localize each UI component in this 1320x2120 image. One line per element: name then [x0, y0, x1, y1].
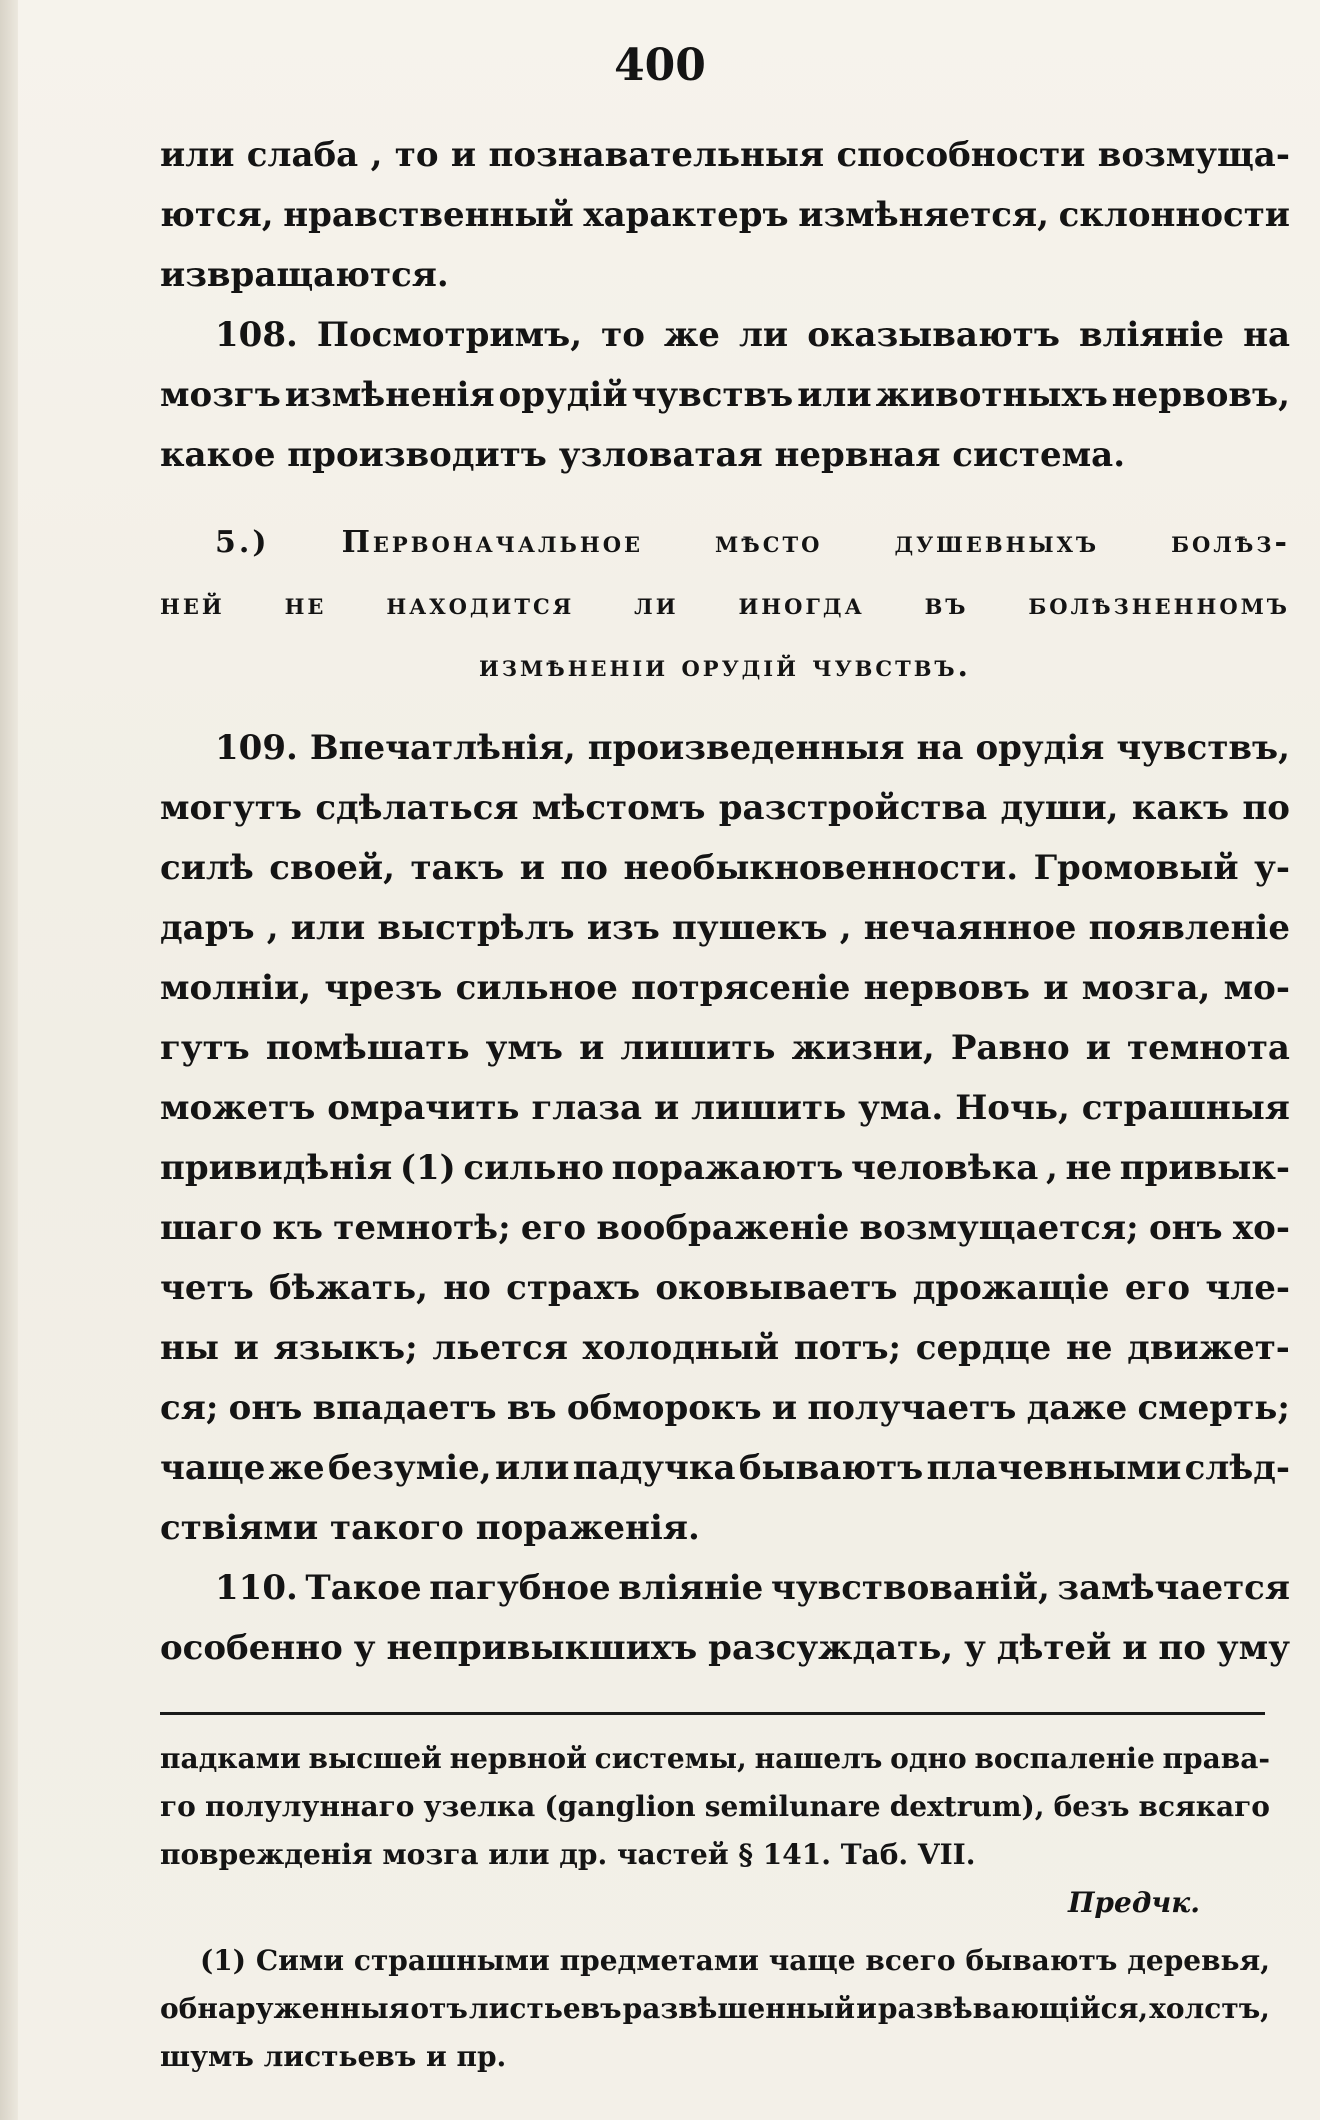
- footnote-line: падками высшей нервной системы, нашелъ одно воспаленіе права-: [160, 1742, 1270, 1775]
- paragraph-109-line: 109. Впечатлѣнія, произведенныя на орудія чувствъ,: [215, 728, 1290, 768]
- text-line: извращаются.: [160, 255, 449, 295]
- paragraph-109-line: ся; онъ впадаетъ въ обморокъ и получаетъ даже смерть;: [160, 1388, 1290, 1428]
- section-heading-line: 5.) Первоначальное мѣсто душевныхъ болѣз-: [215, 525, 1290, 560]
- paragraph-109-line: чаще же безуміе, или падучка бываютъ плачевными слѣд-: [160, 1448, 1290, 1488]
- paragraph-109-line: можетъ омрачить глаза и лишить ума. Ночь, страшныя: [160, 1088, 1290, 1128]
- footnote-signature: Предчк.: [1067, 1886, 1200, 1919]
- page-number: 400: [614, 40, 706, 91]
- footnote-line: го полулуннаго узелка (ganglion semilunare dextrum), безъ всякаго: [160, 1790, 1270, 1823]
- paragraph-109-line: ны и языкъ; льется холодный потъ; сердце не движет-: [160, 1328, 1290, 1368]
- paragraph-109-line: ствіями такого пораженія.: [160, 1508, 700, 1548]
- footnote-1-line: (1) Сими страшными предметами чаще всего бываютъ деревья,: [200, 1944, 1270, 1977]
- paragraph-109-line: привидѣнія (1) сильно поражаютъ человѣка , не привык-: [160, 1148, 1290, 1188]
- paragraph-108-line: какое производитъ узловатая нервная система.: [160, 435, 1126, 475]
- paragraph-109-line: даръ , или выстрѣлъ изъ пушекъ , нечаянное появленіе: [160, 908, 1290, 948]
- page-edge-shadow: [0, 0, 18, 2120]
- paragraph-109-line: молніи, чрезъ сильное потрясеніе нервовъ и мозга, мо-: [160, 968, 1290, 1008]
- footnotes: [160, 1735, 1270, 2081]
- section-heading-line: ней не находится ли иногда въ болѣзненномъ: [160, 587, 1290, 622]
- footnote-1-line: обнаруженныя отъ листьевъ развѣшенный и развѣвающійся, холстъ,: [160, 1992, 1270, 2025]
- main-text-continued: [160, 718, 1290, 1678]
- paragraph-109-line: гутъ помѣшать умъ и лишить жизни, Равно и темнота: [160, 1028, 1290, 1068]
- paragraph-108-line: мозгъ измѣненія орудій чувствъ или животныхъ нервовъ,: [160, 375, 1290, 415]
- section-heading-line: измѣненіи орудій чувствъ.: [478, 649, 971, 684]
- paragraph-108-line: 108. Посмотримъ, то же ли оказываютъ вліяніе на: [215, 315, 1290, 355]
- text-line: или слаба , то и познавательныя способности возмуща-: [160, 135, 1290, 175]
- paragraph-109-line: шаго къ темнотѣ; его воображеніе возмущается; онъ хо-: [160, 1208, 1290, 1248]
- paragraph-109-line: могутъ сдѣлаться мѣстомъ разстройства души, какъ по: [160, 788, 1290, 828]
- text-line: ются, нравственный характеръ измѣняется, склонности: [160, 195, 1290, 235]
- section-heading: [160, 512, 1290, 698]
- footnote-line: поврежденія мозга или др. частей § 141. Таб. VII.: [160, 1838, 976, 1871]
- paragraph-109-line: четъ бѣжать, но страхъ оковываетъ дрожащіе его чле-: [160, 1268, 1290, 1308]
- footnote-divider: [160, 1712, 1265, 1715]
- footnote-1-line: шумъ листьевъ и пр.: [160, 2040, 507, 2073]
- paragraph-110-line: особенно у непривыкшихъ разсуждать, у дѣтей и по уму: [160, 1628, 1290, 1668]
- paragraph-109-line: силѣ своей, такъ и по необыкновенности. Громовый у-: [160, 848, 1290, 888]
- main-text: [160, 125, 1290, 485]
- paragraph-110-line: 110. Такое пагубное вліяніе чувствованій, замѣчается: [215, 1568, 1290, 1608]
